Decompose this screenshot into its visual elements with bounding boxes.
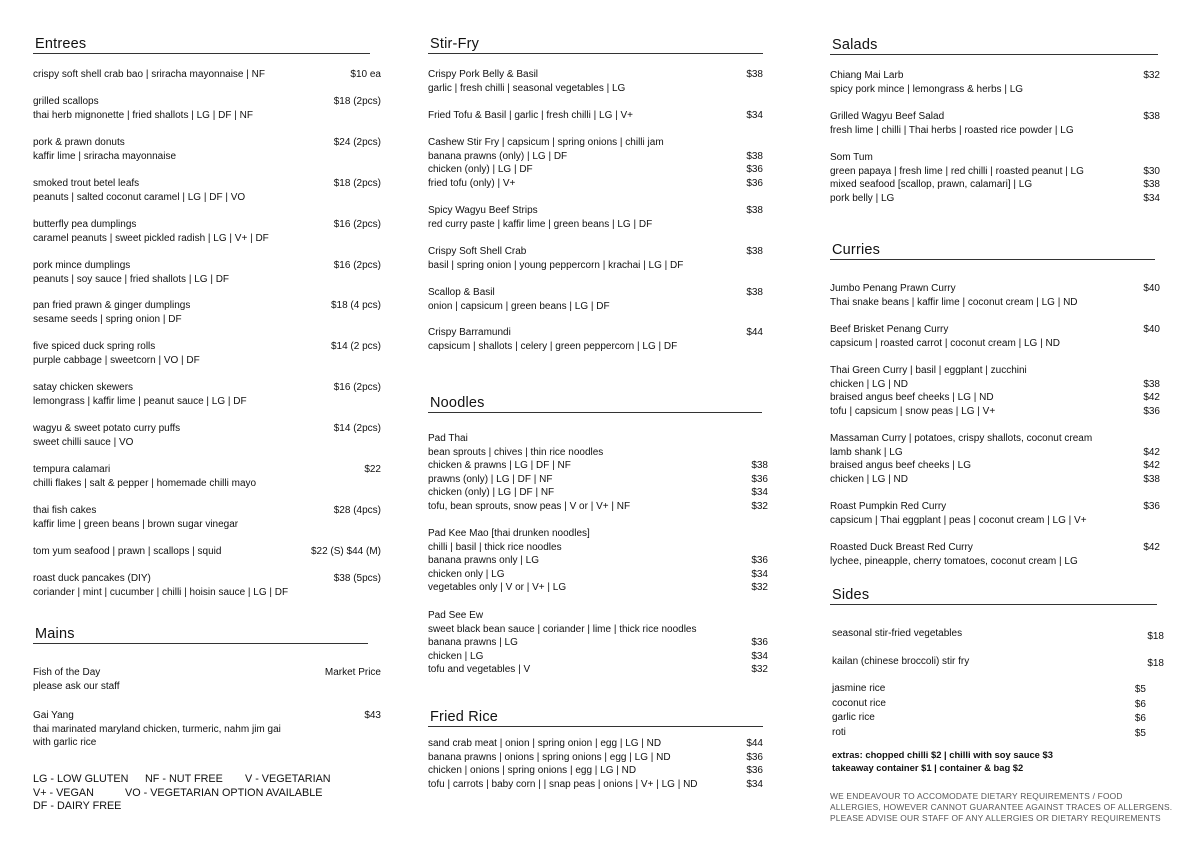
option-price: $30 <box>1143 165 1160 177</box>
item-price: $18 (2pcs) <box>333 96 381 107</box>
menu-item <box>832 627 1164 644</box>
menu-item <box>830 432 1160 486</box>
item-sub: sweet black bean sauce | coriander | lime | thick rice noodles <box>428 623 697 635</box>
item-price: $38 <box>1143 111 1160 122</box>
item-desc: lychee, pineapple, cherry tomatoes, coconut cream | LG <box>830 555 1078 567</box>
item-name: banana prawns <box>428 751 497 763</box>
option-price: $38 <box>746 150 763 162</box>
item-sub: chilli | basil | thick rice noodles <box>428 541 562 553</box>
item-option <box>428 554 768 568</box>
item-desc: Thai snake beans | kaffir lime | coconut cream | LG | ND <box>830 296 1078 308</box>
item-desc: garlic | fresh chilli | seasonal vegetables | LG <box>428 82 626 94</box>
item-sub: bean sprouts | chives | thin rice noodles <box>428 446 604 458</box>
section-entrees <box>33 36 381 54</box>
section-curries <box>830 242 1160 260</box>
item-desc: onion | capsicum | green beans | LG | DF <box>428 300 610 312</box>
item-option <box>428 663 768 677</box>
item-option <box>830 459 1160 473</box>
item-price: $36 <box>1143 501 1160 512</box>
menu-item <box>830 541 1160 568</box>
item-desc: | garlic | fresh chilli | LG | V+ <box>506 110 634 121</box>
item-price: $18 (4 pcs) <box>330 300 381 311</box>
item-desc: red curry paste | kaffir lime | green beans | LG | DF <box>428 218 653 230</box>
item-desc: kaffir lime | sriracha mayonnaise <box>33 150 177 162</box>
menu-item <box>428 432 768 514</box>
option-label: banana prawns only | LG <box>428 555 540 567</box>
item-option <box>830 192 1160 206</box>
item-option <box>428 177 763 191</box>
item-name: garlic rice <box>832 712 875 724</box>
option-label: chicken & prawns | LG | DF | NF <box>428 460 571 472</box>
item-desc: | capsicum | spring onions | chilli jam <box>499 137 664 148</box>
extras-note <box>832 748 1053 775</box>
option-price: $38 <box>1143 378 1160 390</box>
option-price: $36 <box>746 177 763 189</box>
menu-item <box>33 68 381 82</box>
item-option <box>830 178 1160 192</box>
item-price: $38 (5pcs) <box>333 573 381 584</box>
menu-item <box>33 504 381 531</box>
item-name: seasonal stir-fried vegetables <box>832 628 963 639</box>
item-desc: peanuts | soy sauce | fried shallots | LG | DF <box>33 273 230 285</box>
item-option <box>428 150 763 164</box>
item-desc: thai herb mignonette | fried shallots | LG | DF | NF <box>33 109 253 121</box>
item-price: $36 <box>746 751 763 763</box>
item-desc: | prawn | scallops | squid <box>109 546 222 557</box>
menu-item <box>33 218 381 245</box>
item-option <box>428 486 768 500</box>
menu-item <box>33 463 381 490</box>
item-price: $16 (2pcs) <box>333 260 381 271</box>
legend-v: V - VEGETARIAN <box>245 773 331 785</box>
item-name: Fish of the Day <box>33 667 101 678</box>
item-price: $40 <box>1143 283 1160 294</box>
item-desc: | basil | eggplant | zucchini <box>907 365 1027 376</box>
item-name: Som Tum <box>830 152 873 163</box>
option-label: green papaya | fresh lime | red chilli | roasted peanut | LG <box>830 165 1084 177</box>
option-label: braised angus beef cheeks | LG | ND <box>830 392 994 404</box>
item-desc: basil | spring onion | young peppercorn | krachai | LG | DF <box>428 259 684 271</box>
section-title: Fried Rice <box>428 709 763 727</box>
item-option <box>428 568 768 582</box>
item-name: roti <box>832 726 846 738</box>
side-rice <box>832 711 1146 726</box>
item-option <box>830 378 1160 392</box>
item-price: $42 <box>1143 542 1160 553</box>
option-label: chicken | LG <box>428 650 484 662</box>
menu-item <box>428 204 763 231</box>
option-price: $36 <box>751 473 768 485</box>
item-price: $16 (2pcs) <box>333 382 381 393</box>
option-price: $34 <box>751 487 768 499</box>
item-desc: | onions | spring onions | egg | LG | ND <box>461 765 637 777</box>
option-price: $34 <box>751 568 768 580</box>
item-name: Thai Green Curry <box>830 365 908 376</box>
item-price: $6 <box>1134 713 1146 725</box>
menu-item <box>830 110 1160 137</box>
item-name: Roasted Duck Breast Red Curry <box>830 542 973 553</box>
item-name: roast duck pancakes (DIY) <box>33 573 151 584</box>
item-name: Grilled Wagyu Beef Salad <box>830 111 945 122</box>
item-name: Gai Yang <box>33 710 74 721</box>
item-name: Scallop & Basil <box>428 287 495 298</box>
legend-vplus: V+ - VEGAN <box>33 786 94 799</box>
option-label: mixed seafood [scallop, prawn, calamari] | LG <box>830 179 1033 191</box>
menu-item <box>33 136 381 163</box>
option-label: banana prawns (only) | LG | DF <box>428 150 568 162</box>
item-name: tofu <box>428 778 445 790</box>
menu-item <box>428 326 763 353</box>
menu-item <box>33 709 381 750</box>
item-price: $18 <box>1147 631 1164 642</box>
disclaimer-line: PLEASE ADVISE OUR STAFF OF ANY ALLERGIES OR DIETARY REQUIREMENTS <box>830 813 1161 823</box>
option-label: braised angus beef cheeks | LG <box>830 460 972 472</box>
item-option <box>428 459 768 473</box>
legend-vo: VO - VEGETARIAN OPTION AVAILABLE <box>125 786 323 799</box>
allergy-disclaimer <box>830 791 1172 824</box>
item-price: $40 <box>1143 324 1160 335</box>
menu-item <box>33 666 381 693</box>
menu-item <box>33 422 381 449</box>
item-option <box>830 446 1160 460</box>
item-name: sand crab meat <box>428 738 497 749</box>
item-price: $24 (2pcs) <box>333 137 381 148</box>
menu-item <box>33 299 381 326</box>
section-mains <box>33 626 381 644</box>
option-label: chicken only | LG <box>428 568 505 580</box>
item-price: $38 <box>746 205 763 216</box>
item-desc: kaffir lime | green beans | brown sugar vinegar <box>33 518 239 530</box>
item-option <box>428 636 768 650</box>
option-price: $36 <box>751 555 768 567</box>
menu-item <box>33 340 381 367</box>
section-title: Noodles <box>428 395 762 413</box>
item-option <box>428 473 768 487</box>
menu-item <box>428 245 763 272</box>
option-price: $32 <box>751 582 768 594</box>
item-price: $38 <box>746 69 763 80</box>
option-label: lamb shank | LG <box>830 446 903 458</box>
side-rice <box>832 682 1146 697</box>
item-name: smoked trout betel leafs <box>33 178 140 189</box>
option-price: $32 <box>751 500 768 512</box>
menu-item <box>428 527 768 595</box>
item-desc: caramel peanuts | sweet pickled radish | LG | V+ | DF <box>33 232 269 244</box>
option-label: prawns (only) | LG | DF | NF <box>428 473 553 485</box>
option-price: $42 <box>1143 446 1160 458</box>
item-name: satay chicken skewers <box>33 382 134 393</box>
option-price: $32 <box>751 664 768 676</box>
menu-item <box>830 151 1160 205</box>
option-label: tofu | capsicum | snow peas | LG | V+ <box>830 405 996 417</box>
menu-item <box>33 572 381 599</box>
item-option <box>428 650 768 664</box>
section-sides <box>830 587 1160 605</box>
side-rice <box>832 726 1146 741</box>
item-price: $18 (2pcs) <box>333 178 381 189</box>
option-price: $38 <box>1143 473 1160 485</box>
menu-item <box>33 177 381 204</box>
item-name: pan fried prawn & ginger dumplings <box>33 300 191 311</box>
menu-item <box>832 682 1146 740</box>
option-label: pork belly | LG <box>830 192 895 204</box>
item-desc: lemongrass | kaffir lime | peanut sauce | LG | DF <box>33 395 247 407</box>
menu-item <box>830 69 1160 96</box>
option-price: $36 <box>746 164 763 176</box>
item-option <box>830 405 1160 419</box>
side-rice <box>832 697 1146 712</box>
item-price: $43 <box>364 710 381 721</box>
option-price: $38 <box>751 460 768 472</box>
item-desc: capsicum | shallots | celery | green peppercorn | LG | DF <box>428 340 678 352</box>
item-name: Crispy Soft Shell Crab <box>428 246 527 257</box>
menu-item <box>33 545 381 559</box>
item-desc: capsicum | roasted carrot | coconut cream | LG | ND <box>830 337 1060 349</box>
section-title: Sides <box>830 587 1157 605</box>
item-price: $34 <box>746 778 763 790</box>
option-price: $34 <box>1143 192 1160 204</box>
item-option <box>428 500 768 514</box>
item-price: $22 (S) $44 (M) <box>310 546 381 557</box>
item-price: $14 (2pcs) <box>333 423 381 434</box>
item-price: $44 <box>746 327 763 338</box>
option-label: chicken | LG | ND <box>830 378 908 390</box>
section-title: Curries <box>830 242 1155 260</box>
item-name: Crispy Barramundi <box>428 327 511 338</box>
item-name: Pad Kee Mao [thai drunken noodles] <box>428 528 590 539</box>
menu-item <box>33 259 381 286</box>
item-option <box>428 581 768 595</box>
item-name: crispy soft shell crab bao <box>33 69 144 80</box>
item-name: pork mince dumplings <box>33 260 131 271</box>
option-price: $42 <box>1143 460 1160 472</box>
item-name: butterfly pea dumplings <box>33 219 137 230</box>
menu-item <box>832 655 1164 671</box>
item-name: Cashew Stir Fry <box>428 137 500 148</box>
item-desc: | potatoes, crispy shallots, coconut cream <box>906 433 1093 444</box>
item-option <box>428 163 763 177</box>
item-desc-line2: with garlic rice <box>33 737 97 749</box>
option-price: $34 <box>751 650 768 662</box>
item-name: pork & prawn donuts <box>33 137 125 148</box>
item-option <box>830 391 1160 405</box>
item-desc: | onions | spring onions | egg | LG | ND <box>496 751 671 763</box>
item-price: $6 <box>1134 698 1146 710</box>
item-name: Crispy Pork Belly & Basil <box>428 69 539 80</box>
disclaimer-line: ALLERGIES, HOWEVER CANNOT GUARANTEE AGAINST TRACES OF ALLERGENS. <box>830 802 1173 812</box>
legend-lg: LG - LOW GLUTEN <box>33 773 129 785</box>
item-desc: thai marinated maryland chicken, turmeric, nahm jim gai <box>33 723 281 735</box>
menu-item <box>428 609 768 677</box>
item-price: $10 ea <box>350 69 381 80</box>
option-label: vegetables only | V or | V+ | LG <box>428 582 567 594</box>
menu-item <box>428 286 763 313</box>
item-name: Roast Pumpkin Red Curry <box>830 501 947 512</box>
item-price: $44 <box>746 738 763 749</box>
item-name: Fried Tofu & Basil <box>428 110 507 121</box>
item-price: $38 <box>746 246 763 257</box>
menu-item <box>830 282 1160 309</box>
section-noodles <box>428 395 771 413</box>
dietary-legend <box>33 773 331 814</box>
item-desc: please ask our staff <box>33 680 120 692</box>
option-price: $42 <box>1143 392 1160 404</box>
item-price: $18 <box>1147 658 1164 669</box>
menu-item <box>33 95 381 122</box>
item-price: $22 <box>364 464 381 475</box>
item-desc: spicy pork mince | lemongrass & herbs | LG <box>830 83 1024 95</box>
item-name: Massaman Curry <box>830 433 907 444</box>
option-label: chicken (only) | LG | DF <box>428 164 533 176</box>
item-desc: coriander | mint | cucumber | chilli | hoisin sauce | LG | DF <box>33 586 289 598</box>
section-stirfry <box>428 36 771 54</box>
section-title: Stir-Fry <box>428 36 763 54</box>
menu-item <box>428 68 763 95</box>
option-label: fried tofu (only) | V+ <box>428 177 516 189</box>
item-price: $5 <box>1134 684 1146 695</box>
item-price: $16 (2pcs) <box>333 219 381 230</box>
disclaimer-line: WE ENDEAVOUR TO ACCOMODATE DIETARY REQUIREMENTS / FOOD <box>830 791 1123 801</box>
extras-line: takeaway container $1 | container & bag $2 <box>832 762 1024 774</box>
section-title: Entrees <box>33 36 370 54</box>
option-price: $38 <box>1143 179 1160 191</box>
section-title: Mains <box>33 626 368 644</box>
option-label: chicken (only) | LG | DF | NF <box>428 487 555 499</box>
item-price: $34 <box>746 110 763 121</box>
item-price: Market Price <box>324 667 381 678</box>
item-name: jasmine rice <box>832 683 886 694</box>
item-desc: purple cabbage | sweetcorn | VO | DF <box>33 354 200 366</box>
menu-item <box>428 109 763 123</box>
item-name: tom yum seafood <box>33 546 110 557</box>
item-price: $28 (4pcs) <box>333 505 381 516</box>
item-desc: peanuts | salted coconut caramel | LG | DF | VO <box>33 191 246 203</box>
item-desc: sweet chilli sauce | VO <box>33 436 134 448</box>
legend-nf: NF - NUT FREE <box>145 773 223 785</box>
item-name: thai fish cakes <box>33 505 97 516</box>
item-price: $5 <box>1134 727 1146 739</box>
option-label: chicken | LG | ND <box>830 473 908 485</box>
item-desc: | onion | spring onion | egg | LG | ND <box>496 738 662 749</box>
item-price: $32 <box>1143 70 1160 81</box>
extras-line: extras: chopped chilli $2 | chilli with soy sauce $3 <box>832 749 1053 760</box>
item-name: wagyu & sweet potato curry puffs <box>33 423 181 434</box>
item-name: coconut rice <box>832 697 886 709</box>
item-option <box>830 165 1160 179</box>
option-label: tofu, bean sprouts, snow peas | V or | V+ | NF <box>428 500 631 512</box>
item-desc: | carrots | baby corn | | snap peas | onions | V+ | LG | ND <box>444 778 698 790</box>
item-price: $14 (2 pcs) <box>330 341 381 352</box>
menu-item <box>830 500 1160 527</box>
item-name: Jumbo Penang Prawn Curry <box>830 283 956 294</box>
item-price: $36 <box>746 765 763 777</box>
item-price: $38 <box>746 287 763 298</box>
item-desc: chilli flakes | salt & pepper | homemade chilli mayo <box>33 477 257 489</box>
option-label: banana prawns | LG <box>428 637 518 649</box>
item-name: chicken <box>428 765 462 777</box>
item-name: tempura calamari <box>33 464 111 475</box>
option-label: tofu and vegetables | V <box>428 664 531 676</box>
item-desc: fresh lime | chilli | Thai herbs | roasted rice powder | LG <box>830 124 1074 136</box>
menu-item <box>830 323 1160 350</box>
section-salads <box>830 37 1160 55</box>
item-desc: capsicum | Thai eggplant | peas | coconut cream | LG | V+ <box>830 514 1087 526</box>
item-name: Beef Brisket Penang Curry <box>830 324 949 335</box>
item-desc: sesame seeds | spring onion | DF <box>33 313 182 325</box>
menu-item <box>428 737 763 791</box>
menu-item <box>830 364 1160 418</box>
item-name: Pad Thai <box>428 433 468 444</box>
item-name: grilled scallops <box>33 96 99 107</box>
option-price: $36 <box>751 637 768 649</box>
section-friedrice <box>428 709 771 727</box>
menu-item <box>33 381 381 408</box>
item-name: Spicy Wagyu Beef Strips <box>428 205 538 216</box>
menu-item <box>428 136 763 190</box>
item-desc: | sriracha mayonnaise | NF <box>143 69 265 80</box>
legend-df: DF - DAIRY FREE <box>33 800 122 813</box>
item-name: five spiced duck spring rolls <box>33 341 156 352</box>
item-name: kailan (chinese broccoli) stir fry <box>832 656 970 667</box>
item-option <box>830 473 1160 487</box>
item-name: Pad See Ew <box>428 610 484 621</box>
section-title: Salads <box>830 37 1158 55</box>
option-price: $36 <box>1143 405 1160 417</box>
item-name: Chiang Mai Larb <box>830 70 904 81</box>
